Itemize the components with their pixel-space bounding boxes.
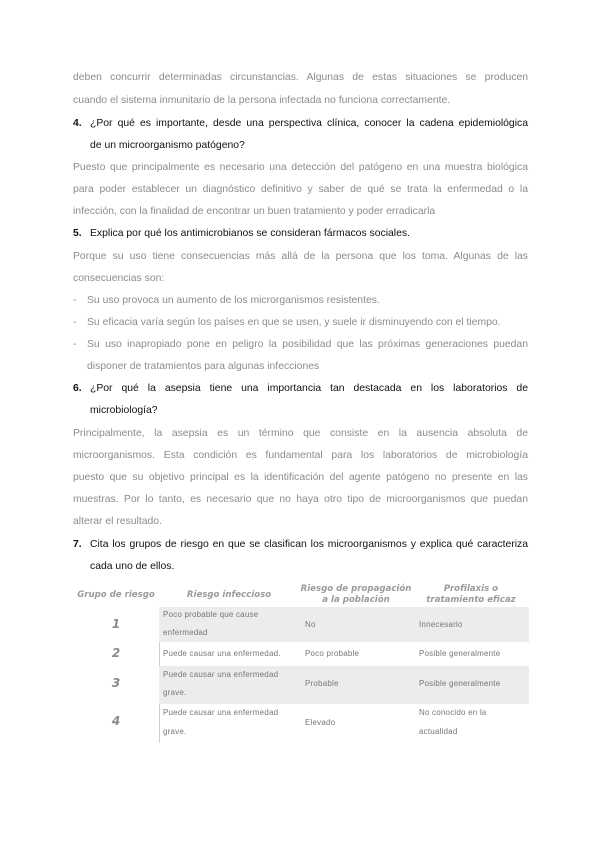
question-5-line-1: Explica por qué los antimicrobianos se consideran fármacos sociales. <box>90 228 410 239</box>
cell-spread: No <box>305 620 316 629</box>
question-4-line-1: ¿Por qué es importante, desde una perspectiva clínica, conocer la cadena epidemiológica <box>90 118 528 129</box>
answer-5-bullet-2: Su eficacia varía según los países en que se usen, y suele ir disminuyendo con el tiempo. <box>87 317 501 328</box>
cell-prophylaxis-cont: actualidad <box>419 727 458 736</box>
question-7-line-1: Cita los grupos de riesgo en que se clasifican los microorganismos y explica qué caracteriza <box>90 539 528 550</box>
answer-5-line-1: Porque su uso tiene consecuencias más allá de la persona que los toma. Algunas de las <box>73 251 528 262</box>
cell-prophylaxis: No conocido en la <box>419 708 487 717</box>
question-6-number: 6. <box>73 383 82 394</box>
cell-prophylaxis: Posible generalmente <box>419 679 501 688</box>
question-4-number: 4. <box>73 118 82 129</box>
bullet-dash: - <box>73 295 77 306</box>
answer-6-line-3: puesto que su objetivo principal es la identificación del agente patógeno no presente en las <box>73 472 528 483</box>
group-number: 4 <box>111 714 121 728</box>
answer-5-bullet-1: Su uso provoca un aumento de los microrganismos resistentes. <box>87 295 380 306</box>
answer-6-line-5: alterar el resultado. <box>73 516 162 527</box>
answer-5-line-2: consecuencias son: <box>73 273 165 284</box>
answer-4-line-2: para poder establecer un diagnóstico definitivo y saber de qué se trata la enfermedad o la <box>73 184 528 195</box>
header-group: Grupo de riesgo <box>77 590 155 600</box>
cell-risk: Puede causar una enfermedad <box>163 670 279 679</box>
header-spread-line-2: a la población <box>322 595 390 605</box>
answer-5-bullet-3: Su uso inapropiado pone en peligro la posibilidad que las próximas generaciones puedan <box>87 339 528 350</box>
question-7-number: 7. <box>73 539 82 550</box>
cell-prophylaxis: Posible generalmente <box>419 649 501 658</box>
header-prophylaxis-line-2: tratamiento eficaz <box>426 595 516 605</box>
intro-line-1: deben concurrir determinadas circunstancias. Algunas de estas situaciones se producen <box>73 72 528 83</box>
group-number: 2 <box>111 646 121 660</box>
cell-risk-cont: enfermedad <box>163 628 208 637</box>
cell-spread: Poco probable <box>305 649 360 658</box>
answer-5-bullet-3-continued: disponer de tratamientos para algunas infecciones <box>87 361 320 372</box>
intro-line-2: cuando el sistema inmunitario de la persona infectada no funciona correctamente. <box>73 95 451 106</box>
answer-6-line-2: microorganismos. Esta condición es fundamental para los laboratorios de microbiología <box>73 450 528 461</box>
question-5-number: 5. <box>73 228 82 239</box>
bullet-dash: - <box>73 339 77 350</box>
answer-6-line-4: muestras. Por lo tanto, es necesario que no haya otro tipo de microorganismos que puedan <box>73 494 528 505</box>
header-prophylaxis-line-1: Profilaxis o <box>443 584 499 594</box>
question-4-line-2: de un microorganismo patógeno? <box>90 140 245 151</box>
header-spread-line-1: Riesgo de propagación <box>300 584 412 594</box>
group-number: 3 <box>111 676 121 690</box>
answer-4-line-3: infección, con la finalidad de encontrar un buen tratamiento y poder erradicarla <box>73 206 436 217</box>
cell-risk: Poco probable que cause <box>163 610 259 619</box>
cell-spread: Elevado <box>305 718 336 727</box>
cell-prophylaxis: Innecesario <box>419 620 463 629</box>
cell-risk: Puede causar una enfermedad. <box>163 649 281 658</box>
question-7-line-2: cada uno de ellos. <box>90 561 175 572</box>
cell-spread: Probable <box>305 679 339 688</box>
bullet-dash: - <box>73 317 77 328</box>
header-infectious-risk: Riesgo infeccioso <box>186 590 272 600</box>
question-6-line-1: ¿Por qué la asepsia tiene una importancia tan destacada en los laboratorios de <box>90 383 528 394</box>
cell-risk-cont: grave. <box>163 727 187 736</box>
group-number: 1 <box>111 617 121 631</box>
cell-risk: Puede causar una enfermedad <box>163 708 279 717</box>
answer-6-line-1: Principalmente, la asepsia es un término que consiste en la ausencia absoluta de <box>73 428 528 439</box>
cell-risk-cont: grave. <box>163 688 187 697</box>
question-6-line-2: microbiología? <box>90 405 158 416</box>
answer-4-line-1: Puesto que principalmente es necesario una detección del patógeno en una muestra biológica <box>73 162 528 173</box>
